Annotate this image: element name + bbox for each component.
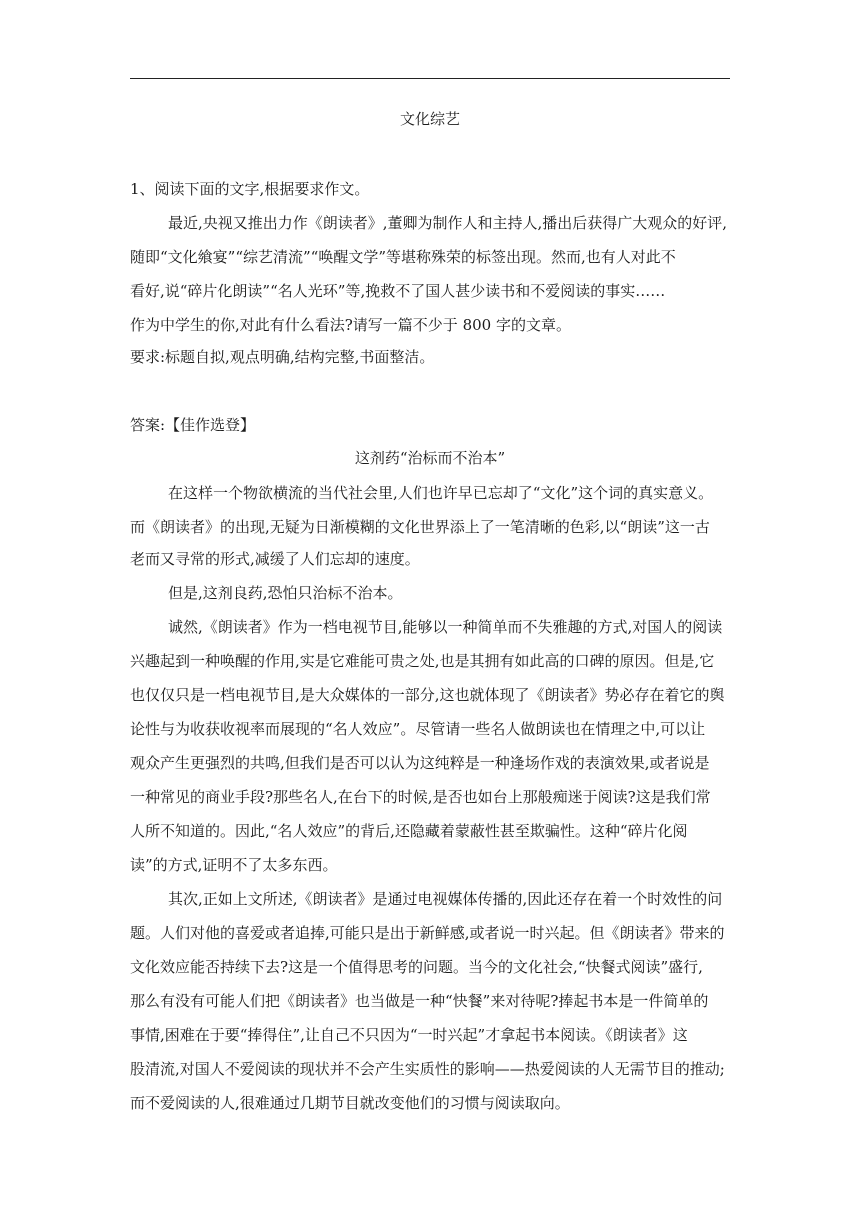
essay-line: 文化效应能否持续下去?这是一个值得思考的问题。当今的文化社会,“快餐式阅读”盛行, <box>130 958 703 976</box>
question-label: 1、阅读下面的文字,根据要求作文。 <box>130 180 370 198</box>
essay-line: 人所不知道的。因此,“名人效应”的背后,还隐藏着蒙蔽性甚至欺骗性。这种“碎片化阅 <box>130 822 688 840</box>
page-title: 文化综艺 <box>399 110 460 128</box>
essay-line: 而《朗读者》的出现,无疑为日渐模糊的文化世界添上了一笔清晰的色彩,以“朗读”这一古 <box>130 518 710 536</box>
essay-line: 那么有没有可能人们把《朗读者》也当做是一种“快餐”来对待呢?捧起书本是一件简单的 <box>130 992 709 1010</box>
essay-line: 诚然,《朗读者》作为一档电视节目,能够以一种简单而不失雅趣的方式,对国人的阅读 <box>168 618 723 636</box>
essay-line: 题。人们对他的喜爱或者追捧,可能只是出于新鲜感,或者说一时兴起。但《朗读者》带来的 <box>130 924 725 942</box>
essay-line: 但是,这剂良药,恐怕只治标不治本。 <box>168 584 403 602</box>
essay-line: 在这样一个物欲横流的当代社会里,人们也许早已忘却了“文化”这个词的真实意义。 <box>168 484 714 502</box>
answer-label: 答案:【佳作选登】 <box>130 416 256 434</box>
essay-line: 事情,困难在于要“捧得住”,让自己不只因为“一时兴起”才拿起书本阅读。《朗读者》这 <box>130 1026 688 1044</box>
essay-line: 其次,正如上文所述,《朗读者》是通过电视媒体传播的,因此还存在着一个时效性的问 <box>168 890 723 908</box>
header-rule <box>130 78 730 79</box>
essay-line: 兴趣起到一种唤醒的作用,实是它难能可贵之处,也是其拥有如此高的口碑的原因。但是,它 <box>130 652 715 670</box>
question-line: 看好,说“碎片化朗读”“名人光环”等,挽救不了国人甚少读书和不爱阅读的事实…… <box>130 282 666 300</box>
essay-line: 老而又寻常的形式,减缓了人们忘却的速度。 <box>130 550 420 568</box>
question-line: 随即“文化飨宴”“综艺清流”“唤醒文学”等堪称殊荣的标签出现。然而,也有人对此不 <box>130 248 676 266</box>
essay-line: 一种常见的商业手段?那些名人,在台下的时候,是否也如台上那般痴迷于阅读?这是我们常 <box>130 788 711 806</box>
essay-line: 而不爱阅读的人,很难通过几期节目就改变他们的习惯与阅读取向。 <box>130 1094 570 1112</box>
question-requirements: 要求:标题自拟,观点明确,结构完整,书面整洁。 <box>130 348 435 366</box>
essay-line: 也仅仅只是一档电视节目,是大众媒体的一部分,这也就体现了《朗读者》势必存在着它的舆 <box>130 686 725 704</box>
essay-line: 观众产生更强烈的共鸣,但我们是否可以认为这纯粹是一种逢场作戏的表演效果,或者说是 <box>130 754 710 772</box>
essay-line: 股清流,对国人不爱阅读的现状并不会产生实质性的影响——热爱阅读的人无需节目的推动; <box>130 1060 725 1078</box>
essay-line: 论性与为收获收视率而展现的“名人效应”。尽管请一些名人做朗读也在情理之中,可以让 <box>130 720 706 738</box>
essay-title: 这剂药“治标而不治本” <box>354 449 506 467</box>
essay-line: 读”的方式,证明不了太多东西。 <box>130 856 338 874</box>
question-task: 作为中学生的你,对此有什么看法?请写一篇不少于 800 字的文章。 <box>130 316 571 334</box>
question-line: 最近,央视又推出力作《朗读者》,董卿为制作人和主持人,播出后获得广大观众的好评, <box>168 214 728 232</box>
